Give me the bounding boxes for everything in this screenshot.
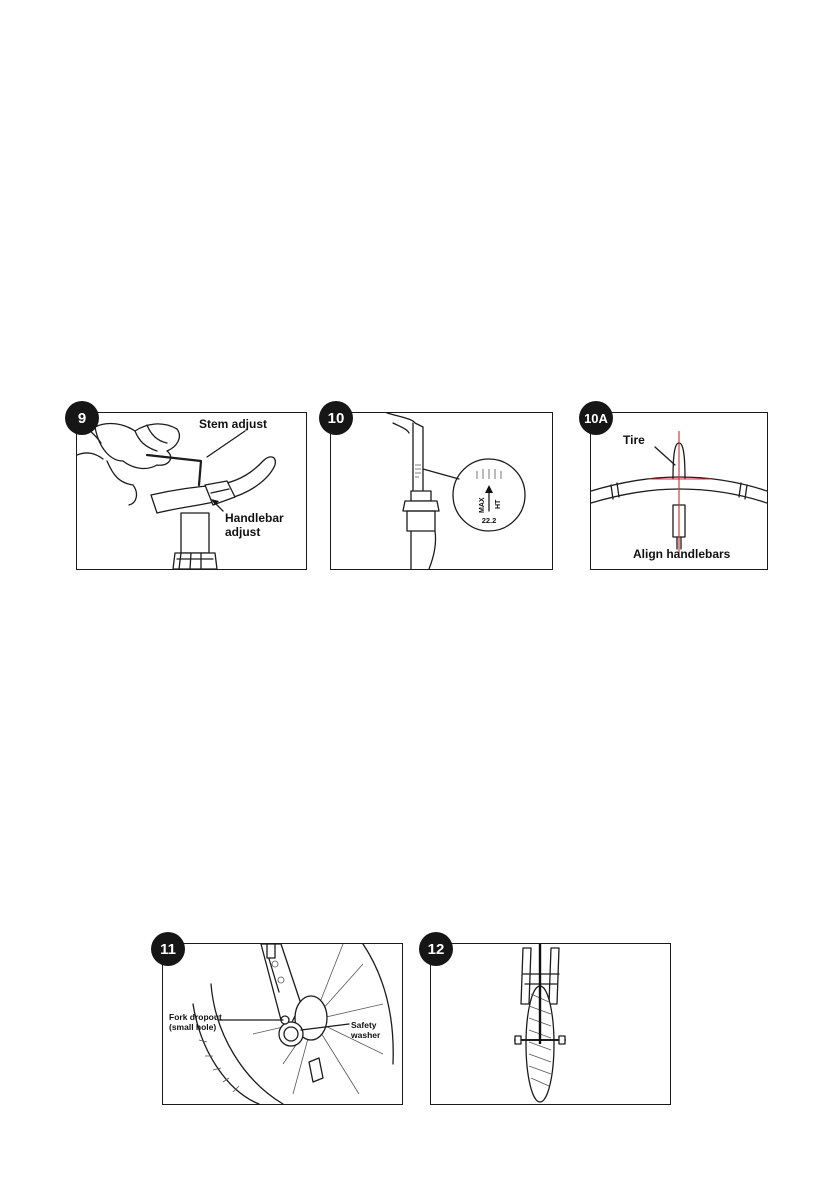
tire-label: Tire [623,433,645,447]
align-handlebars-label: Align handlebars [633,547,731,561]
ht-text: HT [495,499,502,509]
step-badge: 10A [579,401,613,435]
figure-12-illustration [431,944,670,1104]
max-text: MAX [479,497,486,513]
step-badge: 10 [319,401,353,435]
figure-10-illustration [331,413,552,569]
figure-9-panel [76,409,307,570]
figure-10a-illustration [591,413,767,569]
figure-12-panel [427,940,671,1105]
safety-washer-label: Safety washer [351,1020,381,1040]
figure-10-panel [327,409,553,570]
stem-adjust-label: Stem adjust [199,417,268,431]
figure-9-illustration [77,413,306,569]
step-badge: 9 [65,401,99,435]
fork-dropout-label: Fork dropout (small hole) [169,1012,222,1032]
step-badge: 12 [419,932,453,966]
figure-11-panel [160,940,403,1105]
step-badge: 11 [151,932,185,966]
size-text: 22.2 [481,516,497,525]
figure-10a-panel [584,410,768,570]
handlebar-adjust-label: Handlebar adjust [225,511,284,539]
